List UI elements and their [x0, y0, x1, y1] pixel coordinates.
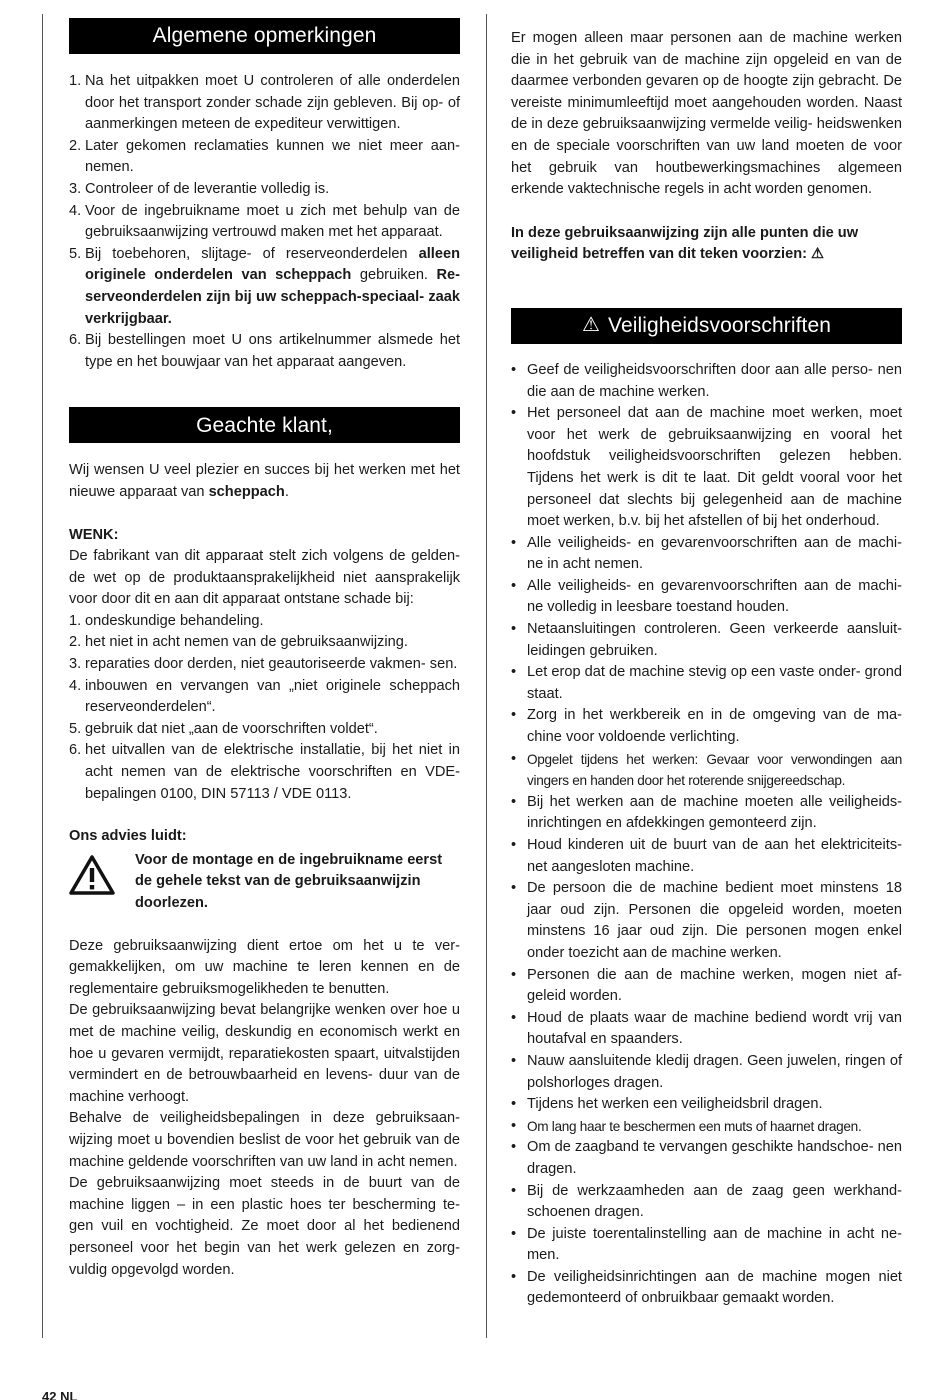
advice-block — [69, 850, 460, 915]
list-item: 5. gebruik dat niet „aan de voorschriften voldet“. — [69, 720, 378, 737]
list-item: • Om de zaagband te vervangen geschikte handschoe- nen dragen. — [511, 1139, 902, 1177]
list-item: • De veiligheidsinrichtingen aan de machine mogen niet gedemonteerd of onbruikbaar gemaakt worden. — [511, 1268, 902, 1307]
list-item: 1. Na het uitpakken moet U controleren of alle onderdelen door het transport zonder schade zijn gebleven. Bij op- of aanmerkingen meteen de expediteur verwittigen. — [69, 73, 460, 133]
list-item: 5. Bij toebehoren, slijtage- of reserveonderdelen alleen originele onderdelen van scheppach gebruiken. Re- serveonderdelen zijn bij uw scheppach-speciaal- zaak verkrijgbaar. — [69, 245, 460, 327]
heading-general-remarks: Algemene opmerkingen — [69, 18, 460, 54]
list-item: 4. inbouwen en vervangen van „niet originele scheppach reserveonderdelen“. — [69, 677, 460, 716]
warning-icon — [69, 850, 135, 915]
right-column — [511, 28, 902, 1310]
list-item: • Het personeel dat aan de machine moet werken, moet voor het werk de gebruiksaanwijzing en vooral het hoofdstuk veiligheidsvoorschriften gelezen hebben. Tijdens het werk is dit te laat. Dit geldt vooral voor het personeel dat slechts bij gelegenheid aan de machine moet werken, b.v. bij het afstellen of bij het onderhoud. — [511, 405, 902, 530]
list-item: • Houd kinderen uit de buurt van de aan het elektriciteits- net aangesloten machine. — [511, 837, 902, 875]
list-item: • Tijdens het werken een veiligheidsbril dragen. — [511, 1096, 823, 1113]
list-item: • Houd de plaats waar de machine bediend wordt vrij van houtafval en spaanders. — [511, 1009, 902, 1048]
list-item: • Zorg in het werkbereik en in de omgeving van de ma- chine voor voldoende verlichting. — [511, 707, 902, 746]
list-item: • Opgelet tijdens het werken: Gevaar voor verwondingen aan vingers en handen door het roterende snijgereedschap. — [511, 750, 902, 789]
wenk-title: WENK: — [69, 526, 119, 543]
greeting-paragraph: Wij wensen U veel plezier en succes bij het werken met het nieuwe apparaat van scheppach. — [69, 462, 460, 500]
wenk-list — [69, 611, 460, 805]
list-item: 6. het uitvallen van de elektrische installatie, bij het niet in acht nemen van de elektrische voorschriften en VDE-bepalingen 0100, DIN 57113 / VDE 0113. — [69, 742, 460, 802]
list-item: • De persoon die de machine bedient moet minstens 18 jaar oud zijn. Personen die opgeleid worden, moeten minstens 16 jaar oud zijn. Die personen mogen enkel onder toezicht aan de machine werken. — [511, 880, 902, 961]
paragraph: Behalve de veiligheidsbepalingen in deze gebruiksaan- wijzing moet u bovendien beslist de voor het gebruik van de machine geldende voorschriften van uw land in acht nemen. — [69, 1110, 460, 1170]
advice-title: Ons advies luidt: — [69, 828, 187, 845]
list-item: 1. ondeskundige behandeling. — [69, 612, 264, 629]
safety-symbol-note: In deze gebruiksaanwijzing zijn alle punten die uw veiligheid betreffen van dit teken voorzien: ⚠ — [511, 224, 859, 263]
list-item: • Netaansluitingen controleren. Geen verkeerde aansluit- leidingen gebruiken. — [511, 621, 902, 659]
list-item: • Bij het werken aan de machine moeten alle veiligheids- inrichtingen en afdekkingen gemonteerd zijn. — [511, 793, 902, 832]
list-item: 2. het niet in acht nemen van de gebruiksaanwijzing. — [69, 634, 408, 651]
left-column — [69, 18, 460, 1281]
list-item: 4. Voor de ingebruikname moet u zich met behulp van de gebruiksaanwijzing vertrouwd maken met het apparaat. — [69, 202, 460, 241]
list-item: • De juiste toerentalinstelling aan de machine in acht ne- men. — [511, 1225, 902, 1264]
general-remarks-list — [69, 71, 460, 373]
page-footer: 42 NL — [42, 1389, 78, 1400]
left-margin-rule — [42, 14, 43, 1338]
warning-icon: ⚠ — [581, 314, 600, 337]
list-item: • Let erop dat de machine stevig op een vaste onder- grond staat. — [511, 664, 902, 702]
center-column-rule — [486, 14, 487, 1338]
list-item: 6. Bij bestellingen moet U ons artikelnummer alsmede het type en het bouwjaar van het apparaat aangeven. — [69, 332, 460, 370]
list-item: 3. Controleer of de leverantie volledig is. — [69, 180, 330, 197]
heading-safety-rules: ⚠ Veiligheidsvoorschriften — [511, 308, 902, 344]
intro-paragraph: Er mogen alleen maar personen aan de machine werken die in het gebruik van de machine zijn opgeleid en van de daarmee verbonden gevaren op de hoogte zijn gebracht. De vereiste minimumleeftijd moet aangehouden worden. Naast de in deze gebruiksaanwijzing vermelde veilig- heidswenken en de speciale voorschriften van uw land moeten de voor het gebruik van houtbewerkingsmachines algemeen erkende vaktechnische regels in acht worden genomen. — [511, 30, 902, 198]
list-item: • Nauw aansluitende kledij dragen. Geen juwelen, ringen of polshorloges dragen. — [511, 1052, 902, 1091]
paragraph: De gebruiksaanwijzing moet steeds in de buurt van de machine liggen – in een plastic hoes ter bescherming te- gen vuil en vochtigheid. Ze moet door al het bedienend personeel voor het begin van het werk gelezen en zorg- vuldig opgevolgd worden. — [69, 1175, 460, 1278]
list-item: • Personen die aan de machine werken, mogen niet af- geleid worden. — [511, 966, 902, 1005]
list-item: • Bij de werkzaamheden aan de zaag geen werkhand- schoenen dragen. — [511, 1182, 902, 1221]
list-item: • Om lang haar te beschermen een muts of haarnet dragen. — [511, 1117, 862, 1134]
list-item: 3. reparaties door derden, niet geautoriseerde vakmen- sen. — [69, 656, 458, 673]
heading-dear-customer: Geachte klant, — [69, 407, 460, 443]
paragraph: Deze gebruiksaanwijzing dient ertoe om het u te ver- gemakkelijken, om uw machine te leren kennen en de reglementaire gebruiksmogelikheden te benutten. — [69, 937, 460, 997]
list-item: • Geef de veiligheidsvoorschriften door aan alle perso- nen die aan de machine werken. — [511, 361, 902, 400]
advice-text: Voor de montage en de ingebruikname eerst de gehele tekst van de gebruiksaanwijzin doorlezen. — [135, 851, 443, 911]
safety-rules-list — [511, 360, 902, 1310]
paragraph: De gebruiksaanwijzing bevat belangrijke wenken over hoe u met de machine veilig, deskundig en economisch werkt en hoe u gevaren vermijdt, reparatiekosten spaart, uitvalstijden vermindert en de betrouwbaarheid en levens- duur van de machine verhoogt. — [69, 1002, 460, 1105]
list-item: • Alle veiligheids- en gevarenvoorschriften aan de machi- ne volledig in leesbare toestand houden. — [511, 577, 902, 616]
wenk-intro: De fabrikant van dit apparaat stelt zich volgens de gelden- de wet op de produktaansprakelijkheid niet aansprakelijk voor door dit en aan dit apparaat ontstane schade bij: — [69, 548, 460, 608]
list-item: • Alle veiligheids- en gevarenvoorschriften aan de machi- ne in acht nemen. — [511, 534, 902, 573]
list-item: 2. Later gekomen reclamaties kunnen we niet meer aan- nemen. — [69, 137, 460, 176]
